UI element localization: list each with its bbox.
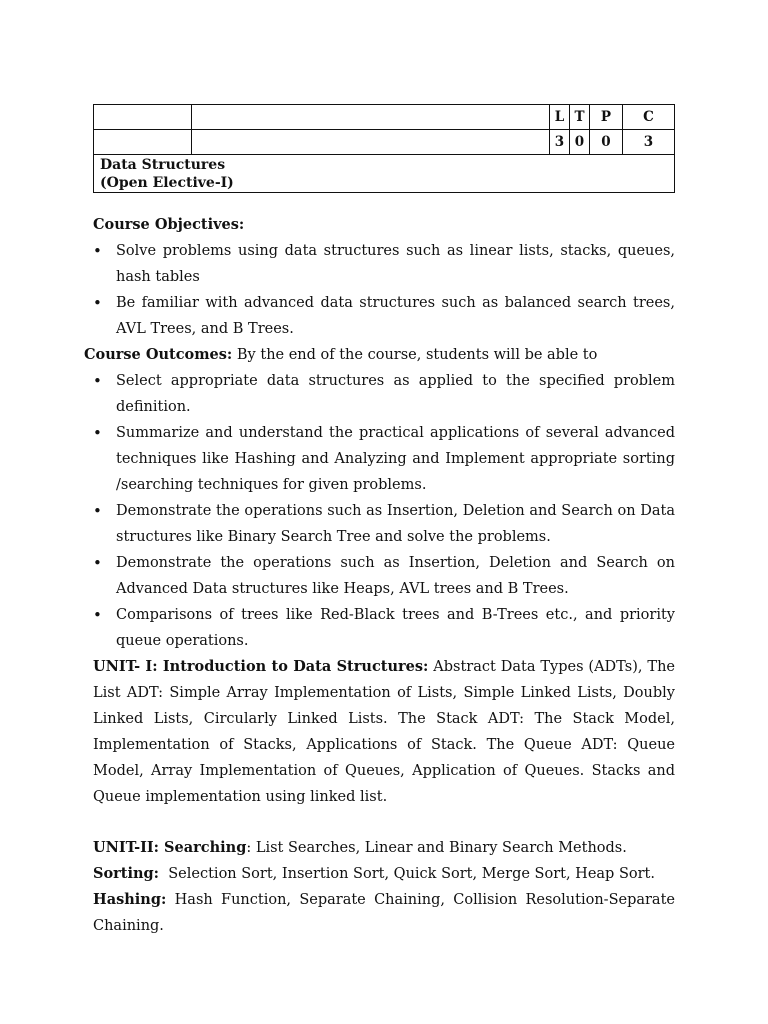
ltpc-value-t: 0 <box>570 130 590 155</box>
course-title: Data Structures <box>100 157 226 173</box>
ltpc-label-c: C <box>623 105 675 130</box>
objective-item: • Solve problems using data structures such as linear lists, stacks, queues, hash tables <box>93 238 675 290</box>
spacer <box>93 810 675 835</box>
outcomes-intro-line <box>84 342 675 368</box>
unit-2-searching-text: : List Searches, Linear and Binary Search Methods. <box>246 840 627 856</box>
course-title-cell <box>94 155 675 193</box>
objectives-heading: Course Objectives: <box>93 216 245 233</box>
unit-1-paragraph <box>93 654 675 810</box>
ltpc-value-c: 3 <box>623 130 675 155</box>
unit-2-hashing-text: Hash Function, Separate Chaining, Collision Resolution-Separate Chaining. <box>93 892 675 934</box>
outcomes-intro: By the end of the course, students will be able to <box>232 347 598 363</box>
ltpc-label-p: P <box>590 105 623 130</box>
ltpc-value-p: 0 <box>590 130 623 155</box>
blank-cell-code <box>94 105 192 130</box>
outcomes-heading: Course Outcomes: <box>84 346 233 363</box>
outcomes-list <box>93 368 675 654</box>
blank-cell-name <box>192 105 550 130</box>
ltpc-label-l: L <box>550 105 570 130</box>
unit-2-sorting-text: Selection Sort, Insertion Sort, Quick Sort, Merge Sort, Heap Sort. <box>159 866 655 882</box>
unit-2-sorting-heading: Sorting: <box>93 865 160 882</box>
unit-2-searching <box>93 835 675 861</box>
unit-2-hashing-heading: Hashing: <box>93 891 167 908</box>
blank-cell-code-2 <box>94 130 192 155</box>
outcome-item: • Select appropriate data structures as applied to the specified problem definition. <box>93 368 675 420</box>
unit-2-hashing <box>93 887 675 939</box>
unit-1-text: Abstract Data Types (ADTs), The List ADT: Simple Array Implementation of Lists, Simple Linked Lists, Doubly Linked Lists, Circularly Linked Lists. The Stack ADT: The Stack Model, Implementation of Stacks, Applications of Stack. The Queue ADT: Queue Model, Array Implementation of Queues, Application of Queues. Stacks and Queue implementation using linked list. <box>93 659 675 805</box>
unit-2-searching-heading: UNIT-II: Searching <box>93 839 247 856</box>
outcome-item: • Demonstrate the operations such as Insertion, Deletion and Search on Data structures like Binary Search Tree and solve the problems. <box>93 498 675 550</box>
course-header-table <box>93 104 675 193</box>
outcome-item: • Summarize and understand the practical applications of several advanced techniques like Hashing and Analyzing and Implement appropriate sorting /searching techniques for given problems. <box>93 420 675 498</box>
outcome-item: • Demonstrate the operations such as Insertion, Deletion and Search on Advanced Data structures like Heaps, AVL trees and B Trees. <box>93 550 675 602</box>
unit-1-heading: UNIT- I: Introduction to Data Structures: <box>93 658 429 675</box>
unit-2-sorting <box>93 861 675 887</box>
objectives-list <box>93 238 675 342</box>
blank-cell-name-2 <box>192 130 550 155</box>
syllabus-content <box>84 212 675 939</box>
course-subtitle: (Open Elective-I) <box>100 175 234 191</box>
ltpc-label-t: T <box>570 105 590 130</box>
objective-item: • Be familiar with advanced data structures such as balanced search trees, AVL Trees, and B Trees. <box>93 290 675 342</box>
ltpc-value-l: 3 <box>550 130 570 155</box>
outcome-item: • Comparisons of trees like Red-Black trees and B-Trees etc., and priority queue operations. <box>93 602 675 654</box>
